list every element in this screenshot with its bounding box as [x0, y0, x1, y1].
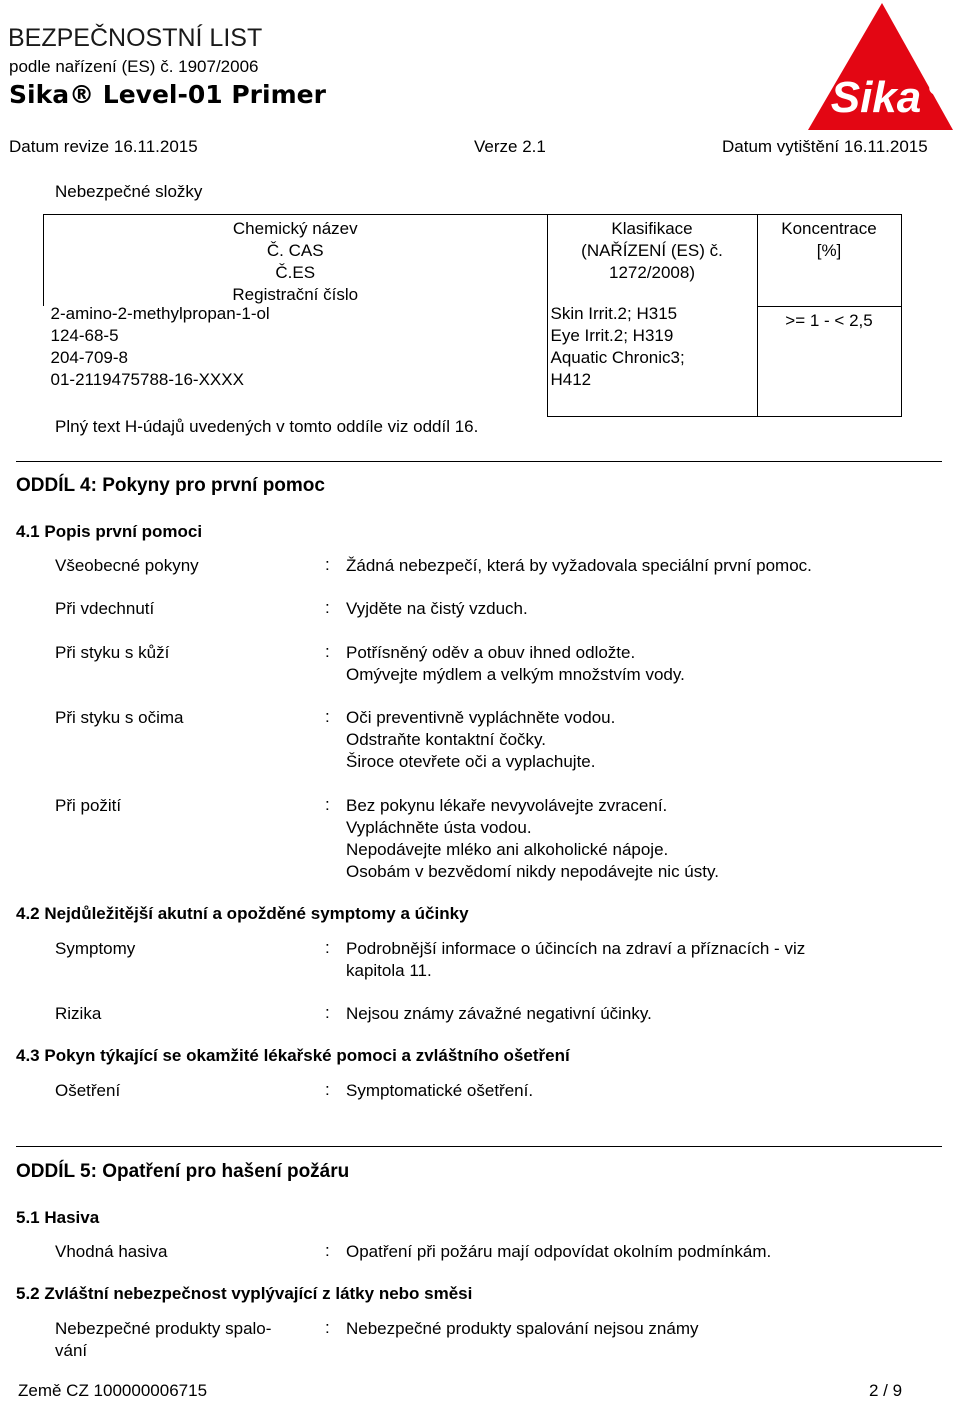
treatment-value: Symptomatické ošetření. [346, 1081, 534, 1100]
product-name: Sika® Level-01 Primer [9, 80, 326, 109]
header-chemical-name: Chemický název Č. CAS Č.ES Registrační číslo [44, 215, 548, 307]
ingest-value: Bez pokynu lékaře nevyvolávejte zvracení. Vypláchněte ústa vodou. Nepodávejte mléko ani alkoholické nápoje. Osobám v bezvědomí nikdy nepodávejte nic ústy. [346, 796, 719, 881]
media-label: Vhodná hasiva [55, 1242, 168, 1261]
treatment-label: Ošetření [55, 1081, 121, 1100]
version: Verze 2.1 [474, 137, 546, 156]
hazardous-title: Nebezpečné složky [55, 182, 203, 201]
row-classification: Skin Irrit.2; H315 Eye Irrit.2; H319 Aquatic Chronic3; H412 [547, 306, 757, 416]
s52-title: 5.2 Zvláštní nebezpečnost vyplývající z látky nebo směsi [16, 1284, 473, 1303]
colon: : [325, 1003, 330, 1022]
symptoms-value: Podrobnější informace o účincích na zdraví a příznacích - viz kapitola 11. [346, 939, 806, 980]
regulation-reference: podle nařízení (ES) č. 1907/2006 [9, 57, 259, 76]
inhale-label: Při vdechnutí [55, 599, 155, 618]
print-date: Datum vytištění 16.11.2015 [722, 137, 928, 156]
registered-letter: R [932, 84, 940, 94]
header-classification: Klasifikace (NAŘÍZENÍ (ES) č. 1272/2008) [547, 215, 757, 307]
s42-title: 4.2 Nejdůležitější akutní a opožděné symptomy a účinky [16, 904, 469, 923]
ingest-label: Při požití [55, 796, 122, 815]
s41-title: 4.1 Popis první pomoci [16, 522, 203, 541]
skin-label: Při styku s kůží [55, 643, 170, 662]
combustion-products-value: Nebezpečné produkty spalování nejsou známy [346, 1319, 699, 1338]
footer-country-code: Země CZ 100000006715 [18, 1381, 208, 1400]
eyes-label: Při styku s očima [55, 708, 184, 727]
skin-value: Potřísněný oděv a obuv ihned odložte. Omývejte mýdlem a velkým množstvím vody. [346, 643, 685, 684]
hazard-table [43, 214, 902, 417]
section5-title: ODDÍL 5: Opatření pro hašení požáru [16, 1161, 350, 1182]
risks-label: Rizika [55, 1004, 102, 1023]
section-divider [16, 1146, 942, 1147]
document-type: BEZPEČNOSTNÍ LIST [8, 24, 263, 52]
colon: : [325, 642, 330, 661]
s43-title: 4.3 Pokyn týkající se okamžité lékařské pomoci a zvláštního ošetření [16, 1046, 570, 1065]
colon: : [325, 555, 330, 574]
colon: : [325, 707, 330, 726]
h-statements-note: Plný text H-údajů uvedených v tomto oddíle viz oddíl 16. [55, 417, 479, 436]
colon: : [325, 1241, 330, 1260]
logo-text: Sika [830, 73, 922, 122]
row-concentration: >= 1 - < 2,5 [757, 306, 901, 416]
revision-date: Datum revize 16.11.2015 [9, 137, 198, 156]
inhale-value: Vyjděte na čistý vzduch. [346, 599, 528, 618]
table-row [44, 306, 902, 416]
colon: : [325, 795, 330, 814]
section-divider [16, 461, 942, 462]
symptoms-label: Symptomy [55, 939, 136, 958]
risks-value: Nejsou známy závažné negativní účinky. [346, 1004, 652, 1023]
colon: : [325, 598, 330, 617]
s51-title: 5.1 Hasiva [16, 1208, 100, 1227]
header-concentration: Koncentrace [%] [757, 215, 901, 307]
colon: : [325, 1318, 330, 1337]
page-number: 2 / 9 [869, 1381, 903, 1400]
combustion-products-label: Nebezpečné produkty spalo- vání [55, 1319, 272, 1360]
general-label: Všeobecné pokyny [55, 556, 199, 575]
general-value: Žádná nebezpečí, která by vyžadovala speciální první pomoc. [346, 556, 812, 575]
row-chemical: 2-amino-2-methylpropan-1-ol 124-68-5 204-709-8 01-2119475788-16-XXXX [50, 304, 270, 389]
section4-title: ODDÍL 4: Pokyny pro první pomoc [16, 475, 325, 496]
colon: : [325, 1080, 330, 1099]
colon: : [325, 938, 330, 957]
eyes-value: Oči preventivně vypláchněte vodou. Odstraňte kontaktní čočky. Široce otevřete oči a vyplachujte. [346, 708, 616, 771]
media-value: Opatření při požáru mají odpovídat okolním podmínkám. [346, 1242, 772, 1261]
sika-logo [800, 0, 960, 132]
